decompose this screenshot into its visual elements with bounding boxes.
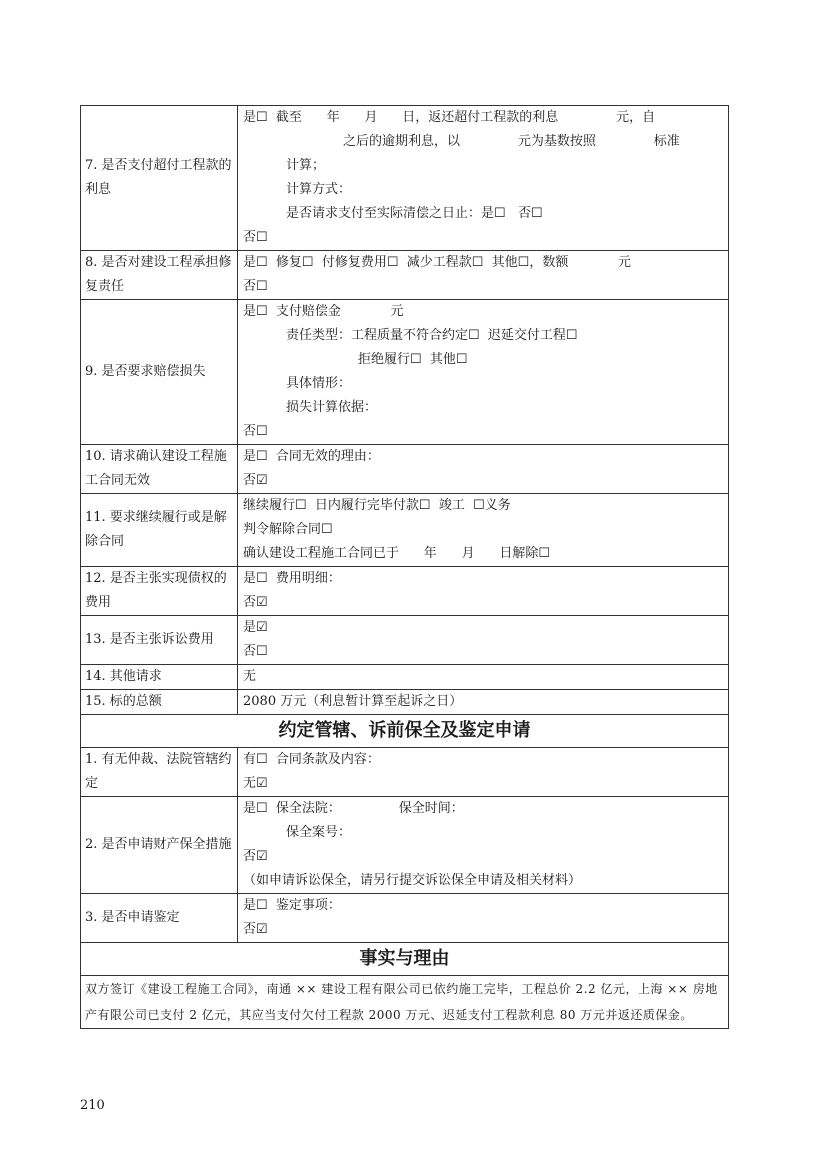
table-row [81,567,729,616]
content-line: 否☐ [243,424,268,439]
content-line: 否☑ [243,922,268,937]
content-line: 无☑ [243,776,268,791]
table-row [81,748,729,797]
row-label: 3. 是否申请鉴定 [81,894,238,943]
row-label: 9. 是否要求赔偿损失 [81,300,238,445]
content-line: 责任类型：工程质量不符合约定☐ 迟延交付工程☐ [286,328,578,343]
row-label: 13. 是否主张诉讼费用 [81,616,238,665]
content-line: 判令解除合同☐ [243,522,333,537]
table-row [81,445,729,494]
content-line: 之后的逾期利息，以 元为基数按照 标准 [343,134,680,149]
table-row [81,690,729,715]
table-row [81,665,729,690]
row-label: 2. 是否申请财产保全措施 [81,797,238,894]
table-row [81,300,729,445]
content-line: 是☐ 合同无效的理由： [243,449,380,464]
content-line: 是☐ 截至 年 月 日，返还超付工程款的利息 元，自 [243,110,656,125]
content-line: 计算； [286,158,326,173]
content-line: 是☑ [243,620,268,635]
facts-text: 双方签订《建设工程施工合同》，南通 ×× 建设工程有限公司已依约施工完毕，工程总价 2.2 亿元，上海 ×× 房地产有限公司已支付 2 亿元，其应当支付欠付工程款 2000 万元、迟延支付工程款利息 80 万元并返还质保金。 [81,976,729,1029]
facts-row [81,976,729,1029]
content-line: 是☐ 保全法院： 保全时间： [243,801,464,816]
row-label: 10. 请求确认建设工程施工合同无效 [81,445,238,494]
table-row [81,106,729,251]
row-content [238,494,729,567]
content-line: 是☐ 鉴定事项： [243,898,341,913]
table-row [81,251,729,300]
row-content [238,616,729,665]
row-label: 8. 是否对建设工程承担修复责任 [81,251,238,300]
row-content [238,106,729,251]
content-line: 计算方式： [286,182,352,197]
row-content [238,300,729,445]
content-line: 2080 万元（利息暂计算至起诉之日） [243,694,463,709]
content-line: 损失计算依据： [286,400,378,415]
content-line: 无 [243,669,257,684]
row-label: 14. 其他请求 [81,665,238,690]
content-line: 否☑ [243,473,268,488]
table-row [81,616,729,665]
page-number: 210 [80,1098,105,1113]
row-content [238,445,729,494]
row-content [238,665,729,690]
section-title: 约定管辖、诉前保全及鉴定申请 [81,715,729,748]
content-line: 继续履行☐ 日内履行完毕付款☐ 竣工 ☐义务 [243,498,511,513]
content-line: 是☐ 支付赔偿金 元 [243,304,404,319]
complaint-form-table [80,105,729,1029]
row-content [238,567,729,616]
content-line: 是☐ 修复☐ 付修复费用☐ 减少工程款☐ 其他☐，数额 元 [243,255,631,270]
table-row [81,894,729,943]
content-line: 否☑ [243,849,268,864]
content-line: （如申请诉讼保全，请另行提交诉讼保全申请及相关材料） [243,873,582,888]
content-line: 是☐ 费用明细： [243,571,341,586]
section-header-row [81,715,729,748]
row-label: 1. 有无仲裁、法院管辖约定 [81,748,238,797]
row-content [238,797,729,894]
section-header-row [81,943,729,976]
row-label: 15. 标的总额 [81,690,238,715]
row-label: 12. 是否主张实现债权的费用 [81,567,238,616]
row-content [238,251,729,300]
row-label: 7. 是否支付超付工程款的利息 [81,106,238,251]
row-content [238,894,729,943]
content-line: 拒绝履行☐ 其他☐ [358,352,468,367]
table-row [81,494,729,567]
content-line: 具体情形： [286,376,352,391]
content-line: 保全案号： [286,825,352,840]
content-line: 否☐ [243,279,268,294]
content-line: 是否请求支付至实际清偿之日止：是☐ 否☐ [286,206,543,221]
section-title: 事实与理由 [81,943,729,976]
content-line: 否☐ [243,644,268,659]
content-line: 确认建设工程施工合同已于 年 月 日解除☐ [243,546,551,561]
row-label: 11. 要求继续履行或是解除合同 [81,494,238,567]
row-content [238,690,729,715]
content-line: 有☐ 合同条款及内容： [243,752,380,767]
table-row [81,797,729,894]
content-line: 否☑ [243,595,268,610]
content-line: 否☐ [243,230,268,245]
row-content [238,748,729,797]
